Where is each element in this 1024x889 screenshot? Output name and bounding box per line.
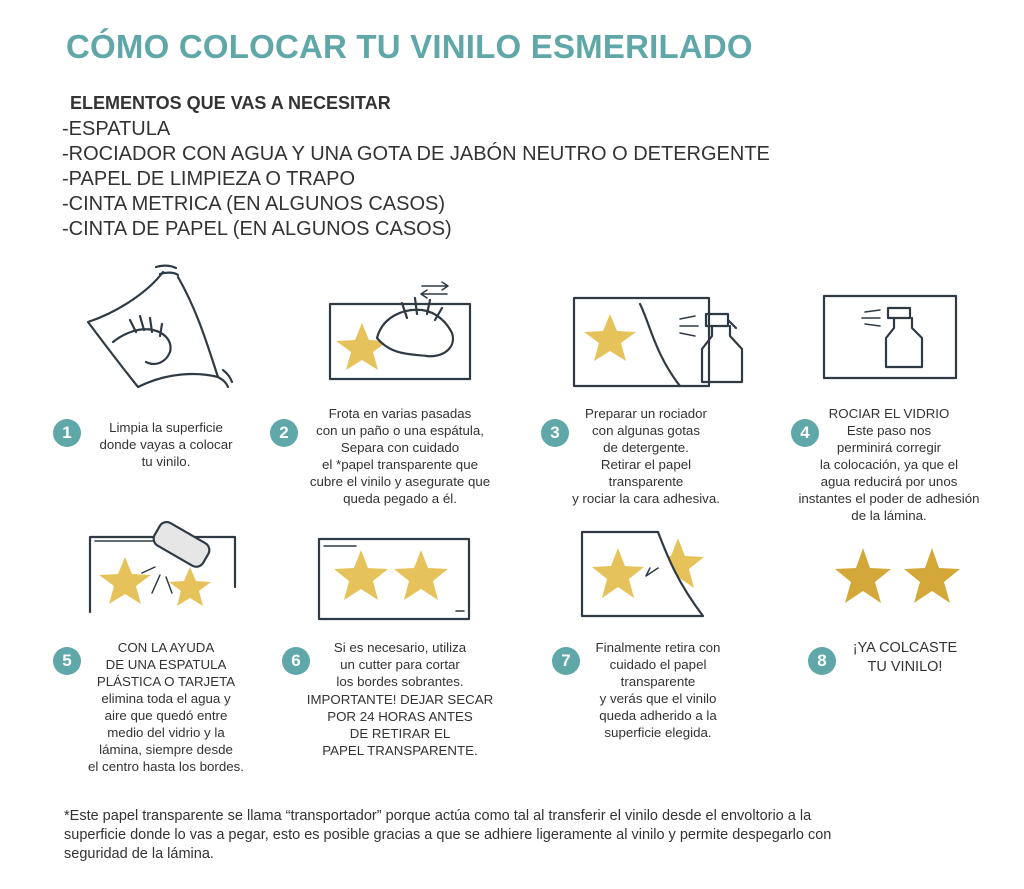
needs-heading: ELEMENTOS QUE VAS A NECESITAR (70, 93, 391, 113)
step-number: 4 (791, 419, 819, 447)
step-number: 2 (270, 419, 298, 447)
peel-transfer-icon (578, 528, 718, 623)
step-text: Frota en varias pasadas con un paño o una espátula, Separa con cuidado el *papel transparente que cubre el vinilo y asegurate que queda pegado a él. (309, 406, 491, 506)
two-stars-icon (830, 546, 970, 616)
needs-item: -CINTA METRICA (EN ALGUNOS CASOS) (62, 193, 446, 215)
needs-item: -PAPEL DE LIMPIEZA O TRAPO (62, 168, 356, 190)
spray-glass-icon (820, 292, 965, 392)
step-important-note: IMPORTANTE! DEJAR SECAR POR 24 HORAS ANTES DE RETIRAR EL PAPEL TRANSPARENTE. (306, 692, 494, 758)
step-number: 8 (808, 647, 836, 675)
page-title: CÓMO COLOCAR TU VINILO ESMERILADO (66, 28, 753, 65)
stars-glass-icon (316, 536, 476, 624)
step-text: Si es necesario, utiliza un cutter para cortar los bordes sobrantes. (333, 640, 467, 689)
step-number: 6 (282, 647, 310, 675)
needs-list (62, 117, 770, 242)
step-number: 7 (552, 647, 580, 675)
step-number: 3 (541, 419, 569, 447)
step-text: Finalmente retira con cuidado el papel transparente y verás que el vinilo queda adherido a la superficie elegida. (595, 640, 721, 740)
squeegee-icon (80, 527, 240, 622)
step-text: Limpia la superficie donde vayas a colocar tu vinilo. (99, 420, 233, 469)
cloth-hand-icon (78, 262, 248, 402)
step-text: ¡YA COLCASTE TU VINILO! (852, 640, 958, 675)
needs-item: -ESPATULA (62, 118, 171, 140)
step-text: ROCIAR EL VIDRIO Este paso nos perminirá corregir la colocación, ya que el agua reducirá por unos instantes el poder de adhesión de la lámina. (798, 406, 980, 523)
rubbing-hand-icon (322, 278, 482, 388)
step-number: 1 (53, 419, 81, 447)
footnote: *Este papel transparente se llama “transportador” porque actúa como tal al transferir el vinilo desde el envoltorio a la superficie donde lo vas a pegar, esto es posible gracias a que se adhiere ligeramente al vinilo y permite despegarlo con seguridad de la lámina. (64, 808, 832, 862)
step-number: 5 (53, 647, 81, 675)
step-text: CON LA AYUDA DE UNA ESPATULA PLÁSTICA O TARJETA elimina toda el agua y aire que quedó entre medio del vidrio y la lámina, siempre desde el centro hasta los bordes. (88, 640, 244, 774)
step-text: Preparar un rociador con algunas gotas de detergente. Retirar el papel transparente y rociar la cara adhesiva. (572, 406, 720, 506)
needs-item: -CINTA DE PAPEL (EN ALGUNOS CASOS) (62, 218, 452, 240)
spray-peel-icon (570, 294, 770, 394)
needs-item: -ROCIADOR CON AGUA Y UNA GOTA DE JABÓN NEUTRO O DETERGENTE (62, 143, 770, 165)
